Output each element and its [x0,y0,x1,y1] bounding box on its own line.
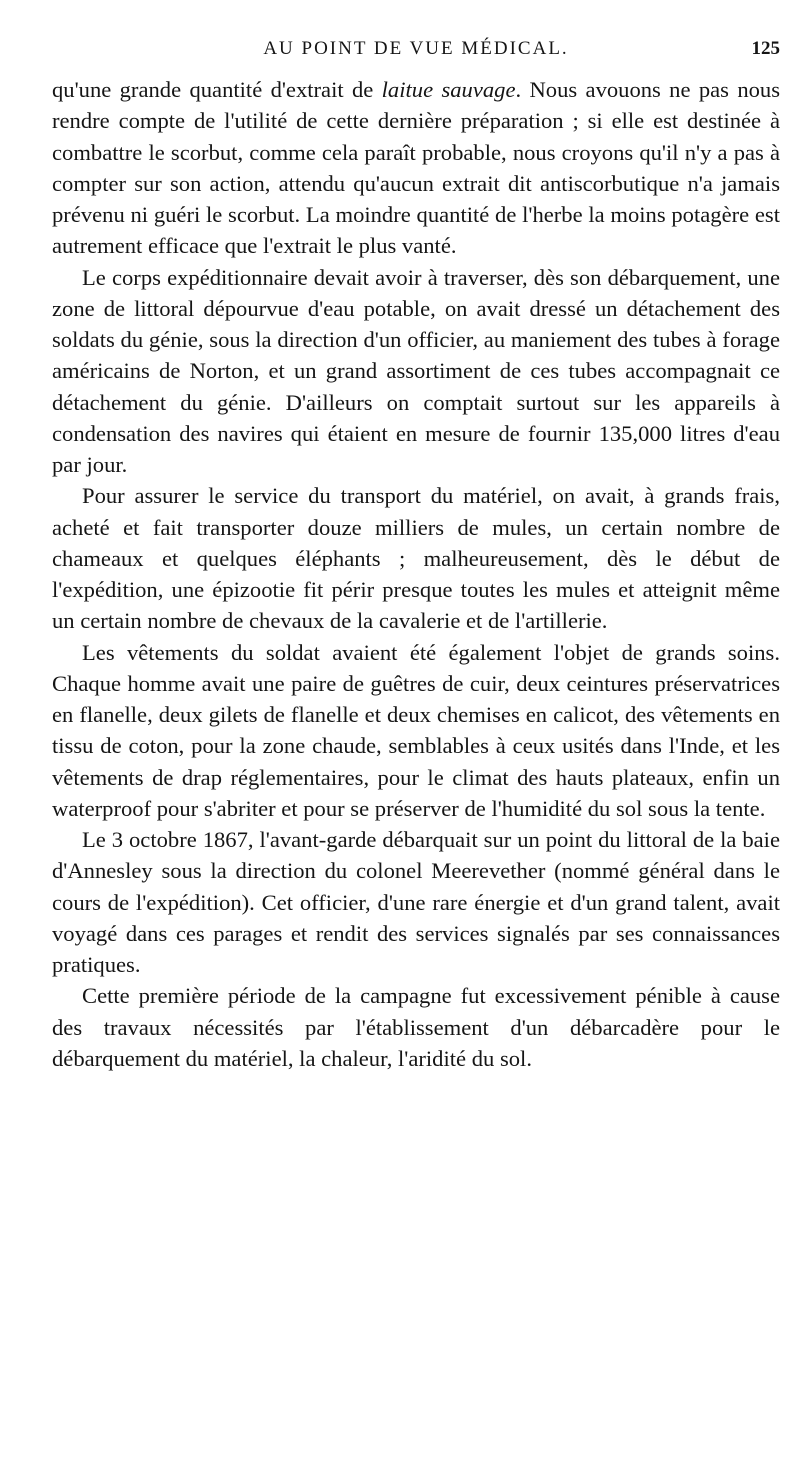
paragraph-1-start: qu'une grande quantité d'extrait de [52,77,382,102]
running-head-title: AU POINT DE VUE MÉDICAL. [263,38,569,59]
body-text [52,74,780,1074]
italic-term: laitue sauvage [381,77,516,102]
paragraph-6: Cette première période de la campagne fut excessivement pénible à cause des travaux nécessités par l'établissement d'un débarcadère pour le débarquement du matériel, la chaleur, l'aridité du sol. [52,983,780,1071]
book-page [52,38,780,1074]
paragraph-5: Le 3 octobre 1867, l'avant-garde débarquait sur un point du littoral de la baie d'Annesley sous la direction du colonel Meerevether (nommé général dans le cours de l'expédition). Cet officier, d'une rare énergie et d'un grand talent, avait voyagé dans ces parages et rendit des services signalés par ses connaissances pratiques. [52,827,780,977]
page-number: 125 [751,38,780,59]
paragraph-1 [52,74,780,262]
paragraph-2: Le corps expéditionnaire devait avoir à traverser, dès son débarquement, une zone de littoral dépourvue d'eau potable, on avait dressé un détachement des soldats du génie, sous la direction d'un officier, au maniement des tubes à forage américains de Norton, et un grand assortiment de ces tubes accompagnait ce détachement du génie. D'ailleurs on comptait surtout sur les appareils à condensation des navires qui étaient en mesure de fournir 135,000 litres d'eau par jour. [52,264,780,477]
paragraph-3: Pour assurer le service du transport du matériel, on avait, à grands frais, acheté et fait transporter douze milliers de mules, un certain nombre de chameaux et quelques éléphants ; malheureusement, dès le début de l'expédition, une épizootie fit périr presque toutes les mules et atteignit même un certain nombre de chevaux de la cavalerie et de l'artillerie. [52,483,780,634]
running-header [52,38,780,74]
paragraph-4: Les vêtements du soldat avaient été également l'objet de grands soins. Chaque homme avait une paire de guêtres de cuir, deux ceintures préservatrices en flanelle, deux gilets de flanelle et deux chemises en calicot, des vêtements en tissu de coton, pour la zone chaude, semblables à ceux usités dans l'Inde, et les vêtements de drap réglementaires, pour le climat des hauts plateaux, enfin un waterproof pour s'abriter et pour se préserver de l'humidité du sol sous la tente. [52,639,780,821]
paragraph-1-end: . Nous avouons ne pas nous rendre compte de l'utilité de cette dernière préparation ; si elle est destinée à combattre le scorbut, comme cela paraît probable, nous croyons qu'il n'y a pas à compter sur son action, attendu qu'aucun extrait dit antiscorbutique n'a jamais prévenu ni guéri le scorbut. La moindre quantité de l'herbe la moins potagère est autrement efficace que l'extrait le plus vanté. [52,77,780,259]
